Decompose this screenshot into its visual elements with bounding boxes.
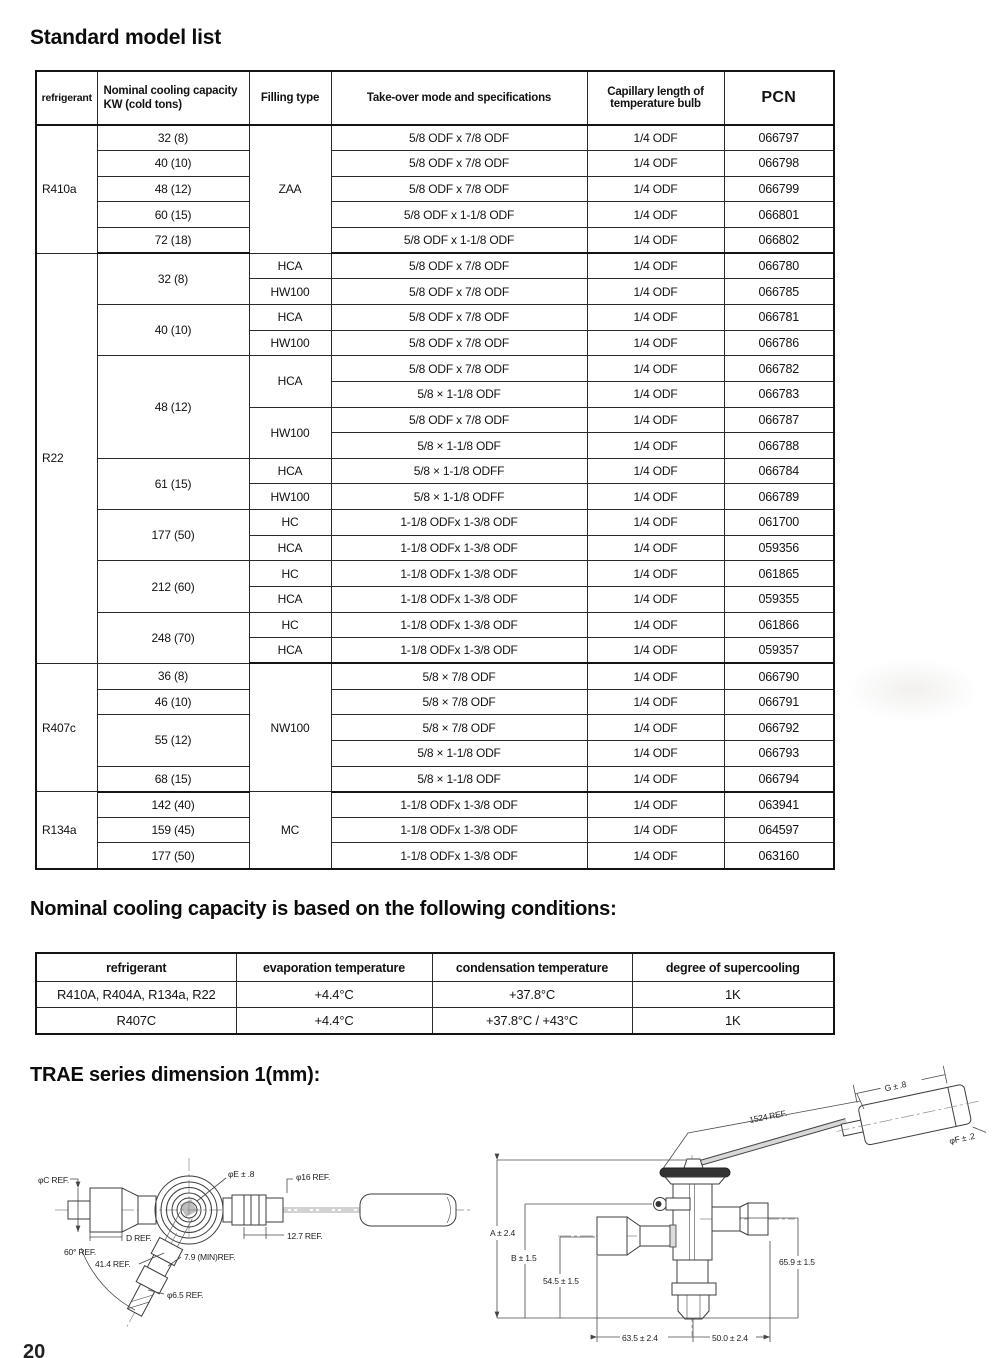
page-number: 20 [23,1341,46,1358]
dim-label-41-4: 41.4 REF. [95,1259,131,1269]
cell-filling: HCA [249,535,331,561]
cell-capillary: 1/4 ODF [587,458,724,484]
cell-pcn: 059355 [724,587,834,613]
conditions-table [35,952,835,1035]
cell-takeover: 5/8 × 1-1/8 ODFF [331,484,587,510]
cell-refrigerant: R410a [36,125,97,253]
sensing-bulb-side [360,1194,456,1226]
valve-body [673,1184,712,1260]
dim-label-65-9: 65.9 ± 1.5 [779,1257,815,1267]
cell-pcn: 059356 [724,535,834,561]
table-row [36,663,834,689]
cell-capillary: 1/4 ODF [587,279,724,305]
cell-pcn: 066783 [724,381,834,407]
cell-capillary: 1/4 ODF [587,663,724,689]
cell-capillary: 1/4 ODF [587,689,724,715]
cell-supercooling: 1K [632,982,834,1008]
cell-supercooling: 1K [632,1008,834,1034]
dim-label-phi-16: φ16 REF. [296,1172,331,1182]
hdr-refrigerant: refrigerant [36,71,97,125]
cell-pcn: 061700 [724,510,834,536]
cell-capacity: 159 (45) [97,817,249,843]
cell-capacity: 60 (15) [97,202,249,228]
cell-filling: HCA [249,253,331,279]
table-row [36,125,834,151]
hdr-evaporation-temp: evaporation temperature [236,953,432,982]
cell-condensation-temp: +37.8°C [432,982,632,1008]
cell-capillary: 1/4 ODF [587,510,724,536]
cell-filling: NW100 [249,663,331,791]
cell-refrigerant: R407c [36,663,97,791]
cell-filling: HCA [249,356,331,407]
cell-pcn: 066798 [724,151,834,177]
sensing-bulb-front [828,1060,988,1163]
cell-capacity: 248 (70) [97,612,249,663]
dim-label-50-0: 50.0 ± 2.4 [712,1333,748,1343]
cell-takeover: 1-1/8 ODFx 1-3/8 ODF [331,792,587,818]
cell-filling: HCA [249,638,331,664]
dim-label-g: G ± .8 [883,1079,908,1094]
cell-pcn: 066784 [724,458,834,484]
dim-label-54-5: 54.5 ± 1.5 [543,1276,579,1286]
cell-takeover: 5/8 ODF x 7/8 ODF [331,279,587,305]
hdr-pcn: PCN [724,71,834,125]
table-row [36,843,834,869]
dim-label-phi-f: φF ± .2 [948,1130,976,1146]
cell-pcn: 066780 [724,253,834,279]
scan-artifact [845,658,980,722]
table-row [36,1008,834,1034]
hdr-capacity-line1: Nominal cooling capacity [103,84,238,97]
cell-pcn: 066792 [724,715,834,741]
table-row [36,612,834,638]
cell-takeover: 5/8 ODF x 7/8 ODF [331,330,587,356]
cell-takeover: 5/8 × 7/8 ODF [331,689,587,715]
cell-takeover: 1-1/8 ODFx 1-3/8 ODF [331,817,587,843]
cell-condensation-temp: +37.8°C / +43°C [432,1008,632,1034]
cell-capillary: 1/4 ODF [587,535,724,561]
cell-capillary: 1/4 ODF [587,843,724,869]
table-row [36,176,834,202]
table-row [36,202,834,228]
table-row [36,689,834,715]
cell-takeover: 5/8 ODF x 7/8 ODF [331,151,587,177]
dim-label-phi-6-5: φ6.5 REF. [167,1290,204,1300]
cell-takeover: 5/8 ODF x 7/8 ODF [331,304,587,330]
cell-takeover: 1-1/8 ODFx 1-3/8 ODF [331,843,587,869]
cell-capillary: 1/4 ODF [587,638,724,664]
cell-capillary: 1/4 ODF [587,612,724,638]
dim-label-d: D REF. [126,1233,152,1243]
cell-pcn: 059357 [724,638,834,664]
cell-evaporation-temp: +4.4°C [236,1008,432,1034]
cell-pcn: 064597 [724,817,834,843]
equalizer-fitting-side [116,1209,198,1332]
cell-capillary: 1/4 ODF [587,407,724,433]
cell-pcn: 066781 [724,304,834,330]
cell-pcn: 061865 [724,561,834,587]
cell-capillary: 1/4 ODF [587,561,724,587]
standard-model-table [35,70,835,870]
hdr-condensation-temp: condensation temperature [432,953,632,982]
cell-capacity: 142 (40) [97,792,249,818]
valve-front-view-drawing [490,1060,988,1343]
cell-capillary: 1/4 ODF [587,817,724,843]
hdr-cond-refrigerant: refrigerant [36,953,236,982]
cell-capillary: 1/4 ODF [587,330,724,356]
cell-takeover: 5/8 × 7/8 ODF [331,663,587,689]
hdr-capillary-line1: Capillary length of [607,86,704,98]
cell-pcn: 066794 [724,766,834,792]
cell-capillary: 1/4 ODF [587,587,724,613]
dim-label-1524: 1524 REF. [748,1107,788,1125]
cell-pcn: 063941 [724,792,834,818]
cell-refrigerant: R22 [36,253,97,663]
cell-pcn: 066785 [724,279,834,305]
table-row [36,766,834,792]
hdr-capillary [587,71,724,125]
cell-capillary: 1/4 ODF [587,356,724,382]
cell-capillary: 1/4 ODF [587,151,724,177]
cell-refrigerant: R134a [36,792,97,869]
cell-capillary: 1/4 ODF [587,792,724,818]
cell-capillary: 1/4 ODF [587,715,724,741]
cell-capillary: 1/4 ODF [587,202,724,228]
cell-capacity: 177 (50) [97,510,249,561]
dim-label-b: B ± 1.5 [511,1253,537,1263]
valve-dome [684,1159,703,1168]
cell-cond-refrigerant: R407C [36,1008,236,1034]
hdr-filling-type: Filling type [249,71,331,125]
cell-capillary: 1/4 ODF [587,176,724,202]
hdr-capillary-line2: temperature bulb [610,98,701,110]
cell-pcn: 061866 [724,612,834,638]
cell-pcn: 066788 [724,433,834,459]
cell-capillary: 1/4 ODF [587,433,724,459]
section-title-standard-model-list: Standard model list [30,26,222,49]
table-row [36,561,834,587]
cell-takeover: 5/8 ODF x 7/8 ODF [331,176,587,202]
table-row [36,356,834,382]
cell-capacity: 61 (15) [97,458,249,509]
section-title-conditions: Nominal cooling capacity is based on the following conditions: [30,898,617,920]
cell-pcn: 066802 [724,228,834,254]
dimension-drawings [0,1060,1000,1358]
cell-takeover: 5/8 × 1-1/8 ODF [331,381,587,407]
cell-filling: MC [249,792,331,869]
cell-filling: HC [249,510,331,536]
dim-label-63-5: 63.5 ± 2.4 [622,1333,658,1343]
section-title-dimensions: TRAE series dimension 1(mm): [30,1064,321,1086]
cell-capacity: 68 (15) [97,766,249,792]
cell-capillary: 1/4 ODF [587,766,724,792]
cell-pcn: 066799 [724,176,834,202]
cell-filling: HW100 [249,407,331,458]
hdr-supercooling: degree of supercooling [632,953,834,982]
cell-takeover: 5/8 ODF x 7/8 ODF [331,407,587,433]
model-table-header-row [36,71,834,125]
dim-label-12-7: 12.7 REF. [287,1231,323,1241]
diaphragm-flange [660,1168,730,1177]
cell-filling: HCA [249,587,331,613]
cell-cond-refrigerant: R410A, R404A, R134a, R22 [36,982,236,1008]
dim-label-60deg: 60° REF. [64,1247,97,1257]
table-row [36,792,834,818]
cell-pcn: 066786 [724,330,834,356]
cell-filling: HW100 [249,279,331,305]
cell-capillary: 1/4 ODF [587,253,724,279]
cell-takeover: 1-1/8 ODFx 1-3/8 ODF [331,612,587,638]
cell-pcn: 066791 [724,689,834,715]
cell-filling: HC [249,612,331,638]
table-row [36,817,834,843]
cell-capacity: 36 (8) [97,663,249,689]
cell-takeover: 5/8 × 7/8 ODF [331,715,587,741]
table-row [36,151,834,177]
cell-capacity: 48 (12) [97,356,249,459]
cell-capacity: 32 (8) [97,253,249,304]
cell-capacity: 212 (60) [97,561,249,612]
cell-filling: HC [249,561,331,587]
cell-pcn: 066793 [724,740,834,766]
hdr-capacity-line2: KW (cold tons) [103,99,182,111]
dim-label-a: A ± 2.4 [490,1228,516,1238]
table-row [36,510,834,536]
cell-takeover: 5/8 ODF x 7/8 ODF [331,125,587,151]
outlet-nut [678,1295,709,1319]
cell-takeover: 5/8 × 1-1/8 ODF [331,766,587,792]
cell-takeover: 5/8 ODF x 1-1/8 ODF [331,202,587,228]
cell-capacity: 40 (10) [97,304,249,355]
cell-takeover: 1-1/8 ODFx 1-3/8 ODF [331,561,587,587]
cell-capacity: 46 (10) [97,689,249,715]
cell-filling: ZAA [249,125,331,253]
cell-pcn: 066789 [724,484,834,510]
cell-capillary: 1/4 ODF [587,125,724,151]
valve-side-view-drawing [38,1158,470,1333]
cell-capacity: 48 (12) [97,176,249,202]
dim-label-phi-e: φE ± .8 [228,1169,255,1179]
cell-takeover: 5/8 ODF x 7/8 ODF [331,253,587,279]
cell-takeover: 5/8 ODF x 1-1/8 ODF [331,228,587,254]
cell-pcn: 066797 [724,125,834,151]
cell-takeover: 5/8 ODF x 7/8 ODF [331,356,587,382]
cell-takeover: 5/8 × 1-1/8 ODF [331,433,587,459]
cell-capacity: 32 (8) [97,125,249,151]
cell-filling: HW100 [249,484,331,510]
table-row [36,304,834,330]
dim-label-phi-c: φC REF. [38,1175,70,1185]
table-row [36,253,834,279]
cell-takeover: 5/8 × 1-1/8 ODFF [331,458,587,484]
hex-nut [672,1283,716,1295]
cell-pcn: 066801 [724,202,834,228]
cell-filling: HCA [249,304,331,330]
cell-capillary: 1/4 ODF [587,484,724,510]
cell-capillary: 1/4 ODF [587,381,724,407]
cell-pcn: 066790 [724,663,834,689]
cell-capillary: 1/4 ODF [587,740,724,766]
table-row [36,458,834,484]
hdr-takeover: Take-over mode and specifications [331,71,587,125]
table-row [36,715,834,741]
cell-takeover: 1-1/8 ODFx 1-3/8 ODF [331,587,587,613]
cell-capacity: 177 (50) [97,843,249,869]
cell-filling: HW100 [249,330,331,356]
cell-takeover: 5/8 × 1-1/8 ODF [331,740,587,766]
cell-capillary: 1/4 ODF [587,304,724,330]
cell-evaporation-temp: +4.4°C [236,982,432,1008]
cell-takeover: 1-1/8 ODFx 1-3/8 ODF [331,510,587,536]
conditions-header-row [36,953,834,982]
cell-capacity: 72 (18) [97,228,249,254]
cell-capacity: 55 (12) [97,715,249,766]
table-row [36,228,834,254]
cell-pcn: 066787 [724,407,834,433]
table-row [36,982,834,1008]
cell-takeover: 1-1/8 ODFx 1-3/8 ODF [331,535,587,561]
cell-takeover: 1-1/8 ODFx 1-3/8 ODF [331,638,587,664]
cell-capacity: 40 (10) [97,151,249,177]
hdr-capacity [97,71,249,125]
cell-filling: HCA [249,458,331,484]
cell-pcn: 066782 [724,356,834,382]
dim-label-7-9-min: 7.9 (MIN)REF. [184,1252,236,1262]
cell-pcn: 063160 [724,843,834,869]
cell-capillary: 1/4 ODF [587,228,724,254]
